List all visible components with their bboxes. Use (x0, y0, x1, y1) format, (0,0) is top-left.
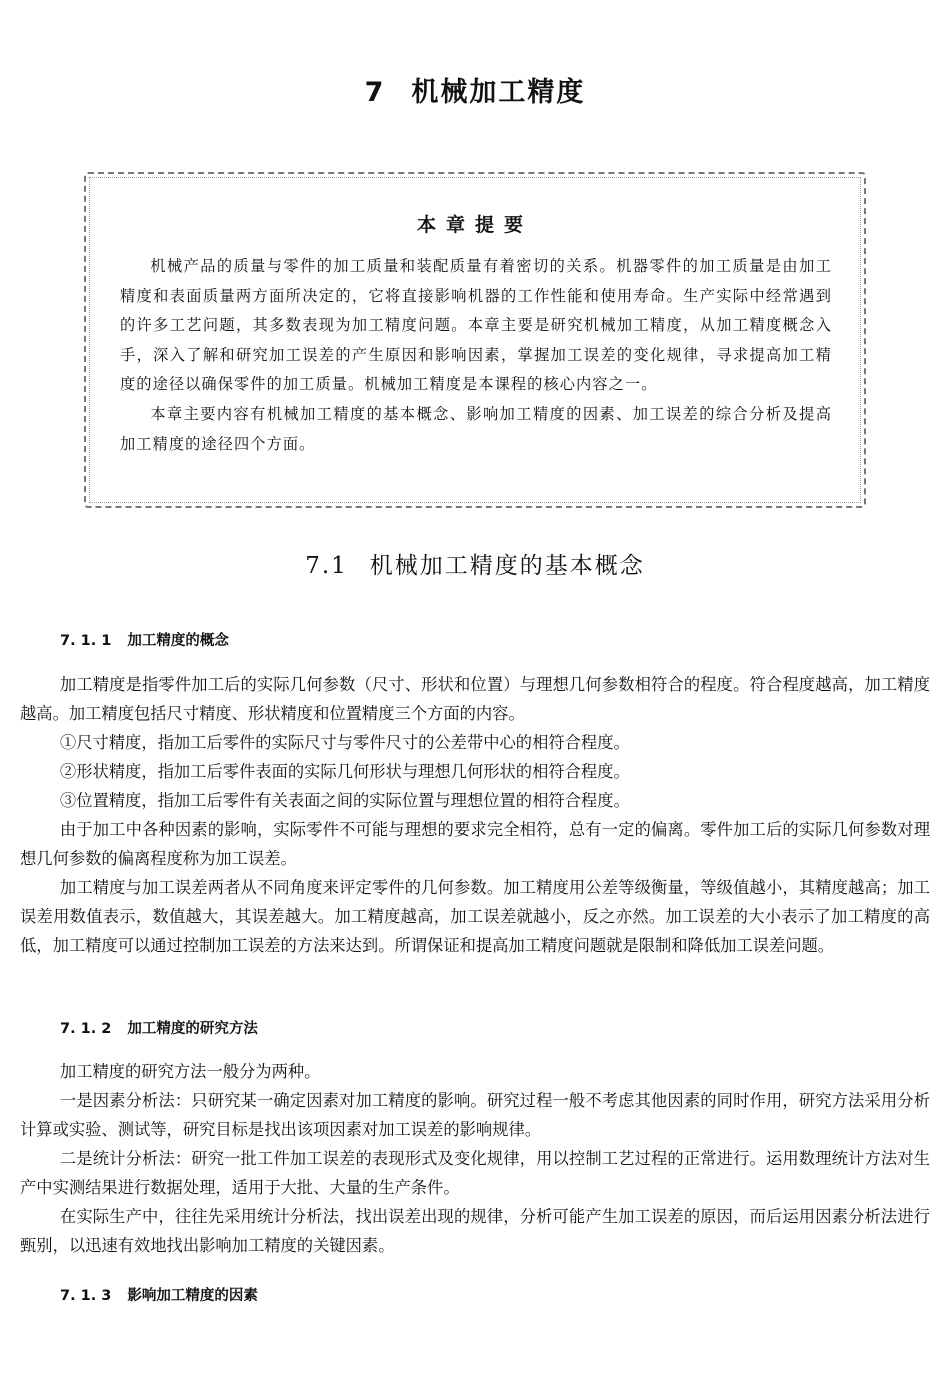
body-paragraph: 一是因素分析法：只研究某一确定因素对加工精度的影响。研究过程一般不考虑其他因素的同时作用，研究方法采用分析计算或实验、测试等，研究目标是找出该项因素对加工误差的影响规律。 (20, 1091, 930, 1139)
body-paragraph: 加工精度与加工误差两者从不同角度来评定零件的几何参数。加工精度用公差等级衡量，等级值越小，其精度越高；加工误差用数值表示，数值越大，其误差越大。加工精度越高，加工误差就越小，反之亦然。加工误差的大小表示了加工精度的高低，加工精度可以通过控制加工误差的方法来达到。所谓保证和提高加工精度问题就是限制和降低加工误差问题。 (20, 878, 930, 955)
subsection-number: 7. 1. 2 (60, 1021, 112, 1037)
section-title-text: 机械加工精度的基本概念 (369, 553, 645, 579)
body-paragraph: ①尺寸精度，指加工后零件的实际尺寸与零件尺寸的公差带中心的相符合程度。 (59, 733, 630, 752)
chapter-title-text: 机械加工精度 (411, 77, 586, 108)
subsection-heading-711 (60, 629, 229, 650)
subsection-body-712 (20, 1057, 930, 1260)
body-paragraph: ③位置精度，指加工后零件有关表面之间的实际位置与理想位置的相符合程度。 (59, 791, 630, 810)
body-paragraph: 由于加工中各种因素的影响，实际零件不可能与理想的要求完全相符，总有一定的偏离。零件加工后的实际几何参数对理想几何参数的偏离程度称为加工误差。 (20, 820, 930, 868)
body-paragraph: 在实际生产中，往往先采用统计分析法，找出误差出现的规律，分析可能产生加工误差的原因，而后运用因素分析法进行甄别，以迅速有效地找出影响加工精度的关键因素。 (20, 1207, 930, 1255)
body-paragraph: 二是统计分析法：研究一批工件加工误差的表现形式及变化规律，用以控制工艺过程的正常进行。运用数理统计方法对生产中实测结果进行数据处理，适用于大批、大量的生产条件。 (20, 1149, 930, 1197)
subsection-body-711 (20, 670, 930, 960)
summary-title: 本章提要 (416, 214, 533, 236)
subsection-number: 7. 1. 1 (60, 633, 112, 649)
chapter-number: 7 (364, 77, 386, 108)
section-number: 7.1 (305, 553, 348, 579)
section-heading (0, 547, 950, 580)
subsection-title: 加工精度的概念 (127, 633, 229, 649)
summary-paragraph: 机械产品的质量与零件的加工质量和装配质量有着密切的关系。机器零件的加工质量是由加工精度和表面质量两方面所决定的，它将直接影响机器的工作性能和使用寿命。生产实际中经常遇到的许多工艺问题，其多数表现为加工精度问题。本章主要是研究机械加工精度，从加工精度概念入手，深入了解和研究加工误差的产生原因和影响因素，掌握加工误差的变化规律，寻求提高加工精度的途径以确保零件的加工质量。机械加工精度是本课程的核心内容之一。 (120, 257, 832, 394)
subsection-title: 影响加工精度的因素 (127, 1288, 258, 1304)
summary-paragraph: 本章主要内容有机械加工精度的基本概念、影响加工精度的因素、加工误差的综合分析及提高加工精度的途径四个方面。 (120, 404, 832, 453)
summary-body (120, 252, 832, 459)
chapter-title (0, 70, 950, 109)
subsection-heading-712 (60, 1017, 258, 1038)
subsection-title: 加工精度的研究方法 (127, 1021, 258, 1037)
body-paragraph: ②形状精度，指加工后零件表面的实际几何形状与理想几何形状的相符合程度。 (59, 762, 630, 781)
subsection-number: 7. 1. 3 (60, 1288, 112, 1304)
subsection-heading-713 (60, 1284, 258, 1305)
body-paragraph: 加工精度的研究方法一般分为两种。 (59, 1062, 321, 1081)
body-paragraph: 加工精度是指零件加工后的实际几何参数（尺寸、形状和位置）与理想几何参数相符合的程度。符合程度越高，加工精度越高。加工精度包括尺寸精度、形状精度和位置精度三个方面的内容。 (20, 675, 930, 723)
